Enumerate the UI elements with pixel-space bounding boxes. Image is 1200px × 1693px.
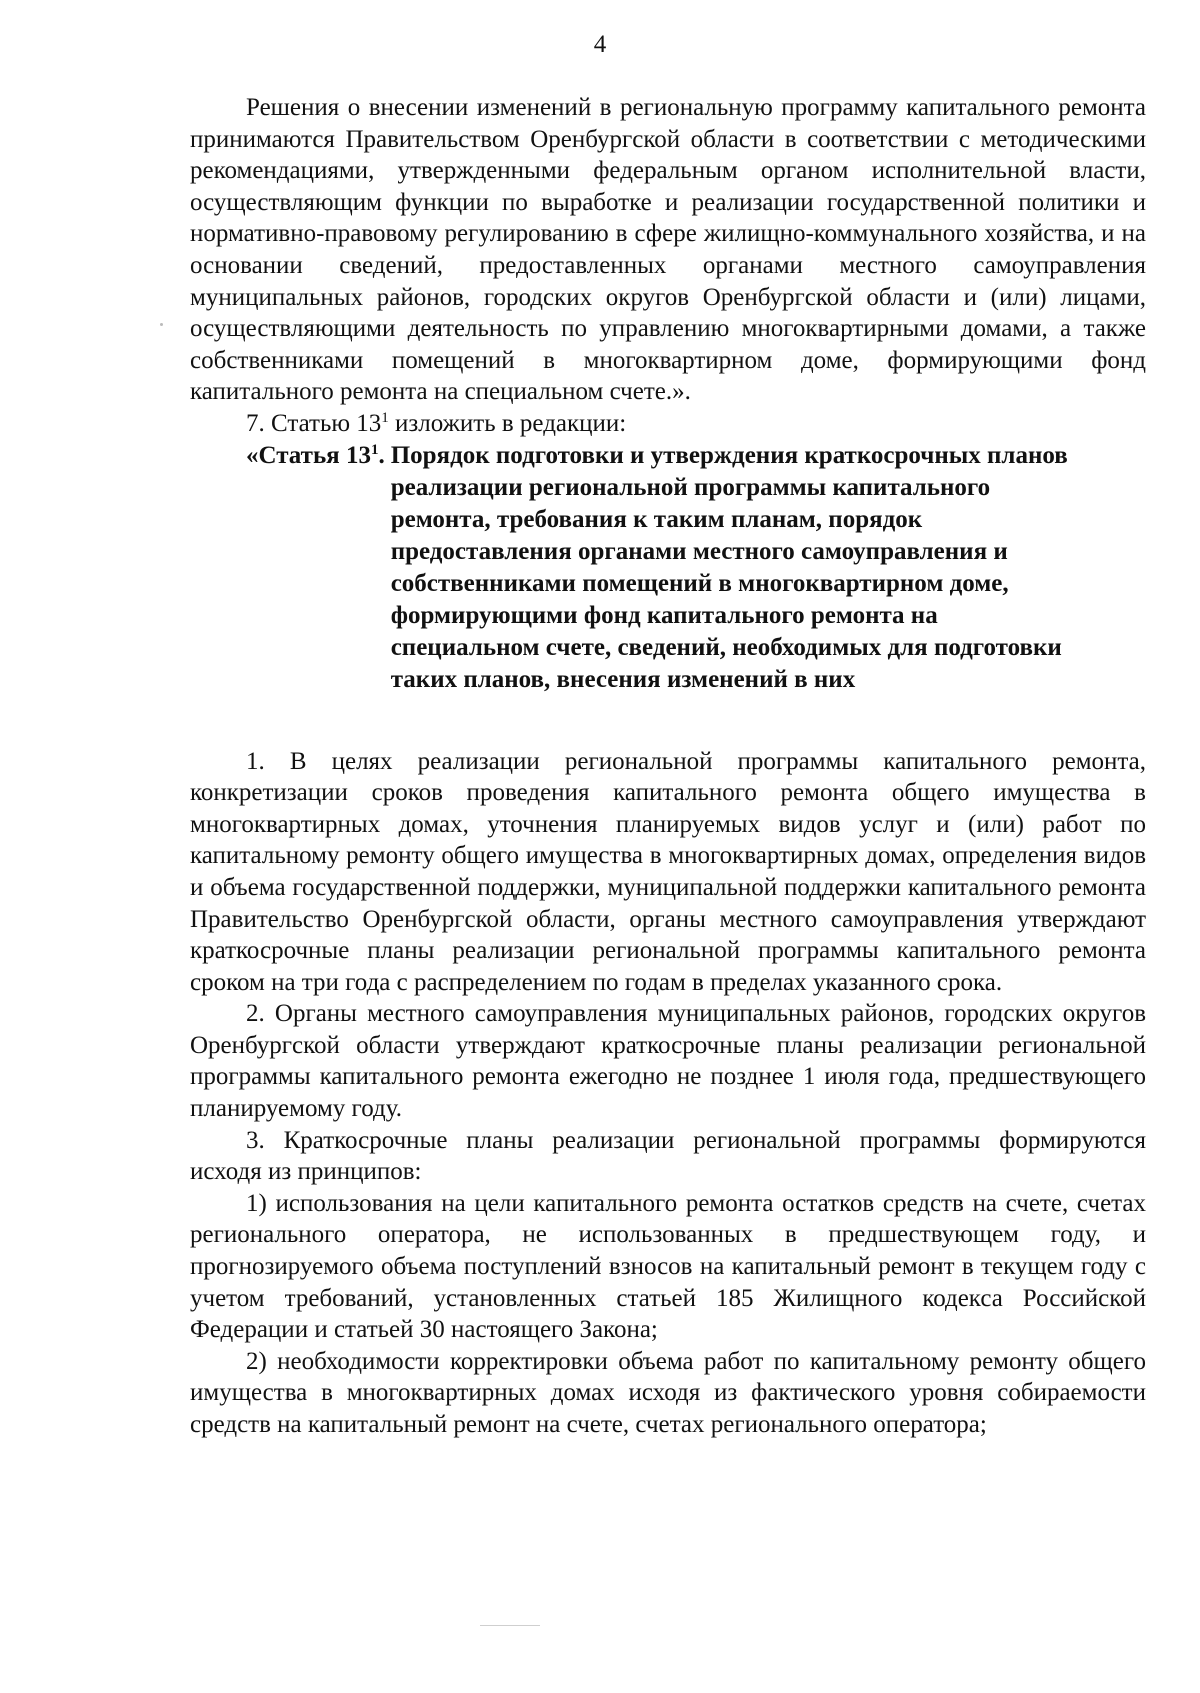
article-label-dot: . — [378, 441, 385, 469]
scan-speck — [160, 323, 163, 326]
document-body — [190, 92, 1146, 1441]
spacer — [190, 696, 1146, 746]
paragraph-item-7 — [190, 408, 1146, 440]
paragraph-3-2: 2) необходимости корректировки объема работ по капитальному ремонту общего имущества в многоквартирных домах исходя из фактического уровня собираемости средств на капитальный ремонт на счете, счетах регионального оператора; — [190, 1347, 1146, 1438]
article-label-superscript: 1 — [370, 441, 379, 458]
paragraph-3-1: 1) использования на цели капитального ремонта остатков средств на счете, счетах регионального оператора, не использованных в предшествующем году, и прогнозируемого объема поступлений взносов на капитальный ремонт в текущем году с учетом требований, установленных статьей 185 Жилищного кодекса Российской Федерации и статьей 30 настоящего Закона; — [190, 1189, 1146, 1344]
page-number: 4 — [593, 31, 607, 58]
paragraph-1: 1. В целях реализации региональной программы капитального ремонта, конкретизации сроков проведения капитального ремонта общего имущества в многоквартирных домах, уточнения планируемых видов услуг и (или) работ по капитальному ремонту общего имущества в многоквартирных домах, определения видов и объема государственной поддержки, муниципальной поддержки капитального ремонта Правительство Оренбургской области, органы местного самоуправления утверждают краткосрочные планы реализации региональной программы капитального ремонта сроком на три года с распределением по годам в пределах указанного срока. — [190, 747, 1146, 996]
paragraph-3: 3. Краткосрочные планы реализации региональной программы формируются исходя из принципов: — [190, 1126, 1146, 1186]
item-7-text-tail: изложить в редакции: — [388, 409, 627, 437]
article-heading — [190, 440, 1146, 696]
scan-artifact-line — [480, 1625, 540, 1626]
item-7-superscript: 1 — [381, 409, 389, 426]
paragraph-2: 2. Органы местного самоуправления муниципальных районов, городских округов Оренбургской области утверждают краткосрочные планы реализации региональной программы капитального ремонта ежегодно не позднее 1 июля года, предшествующего планируемому году. — [190, 1000, 1146, 1123]
article-label-text: «Статья 13 — [246, 441, 371, 469]
article-title: Порядок подготовки и утверждения краткосрочных планов реализации региональной программы капитального ремонта, требования к таким планам, порядок предоставления органами местного самоуправления и собственниками помещений в многоквартирном доме, формирующими фонд капитального ремонта на специальном счете, сведений, необходимых для подготовки таких планов, внесения изменений в них — [390, 441, 1068, 693]
article-label — [246, 440, 385, 696]
item-7-text: 7. Статью 13 — [246, 409, 382, 437]
paragraph-intro: Решения о внесении изменений в региональную программу капитального ремонта принимаются Правительством Оренбургской области в соответствии с методическими рекомендациями, утвержденными федеральным органом исполнительной власти, осуществляющим функции по выработке и реализации государственной политики и нормативно-правовому регулированию в сфере жилищно-коммунального хозяйства, и на основании сведений, предоставленных органами местного самоуправления муниципальных районов, городских округов Оренбургской области и (или) лицами, осуществляющими деятельность по управлению многоквартирными домами, а также собственниками помещений в многоквартирном доме, формирующими фонд капитального ремонта на специальном счете.». — [190, 94, 1146, 406]
